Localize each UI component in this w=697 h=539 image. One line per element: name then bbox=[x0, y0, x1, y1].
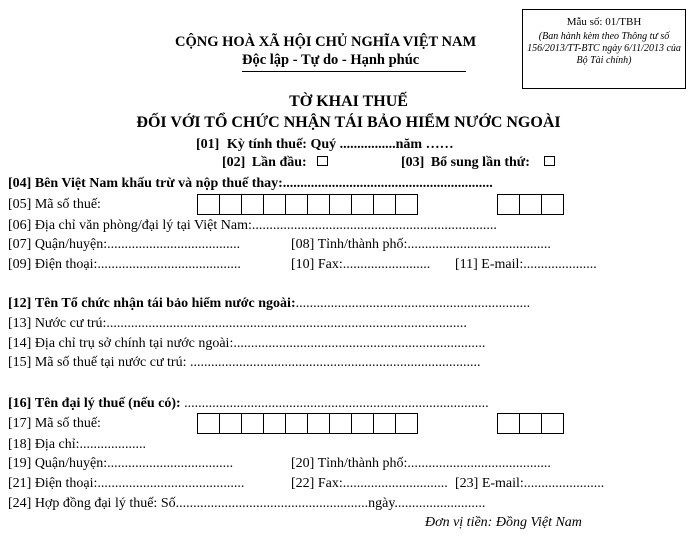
tax-digit-box[interactable] bbox=[241, 413, 264, 434]
tax-digit-box[interactable] bbox=[329, 413, 352, 434]
field-09-phone[interactable]: [09] Điện thoại:......................................... bbox=[8, 257, 241, 272]
first-submission-label: Lần đầu: bbox=[251, 155, 307, 170]
field-16-tax-agent[interactable] bbox=[8, 396, 489, 412]
tax-period bbox=[196, 137, 454, 153]
tax-digit-box[interactable] bbox=[285, 413, 308, 434]
field-24-agent-contract[interactable]: [24] Hợp đồng đại lý thuế: Số.......................................................ngày.......................... bbox=[8, 496, 486, 511]
field-12-dots: ................................................................... bbox=[295, 296, 531, 311]
branch-digit-box[interactable] bbox=[497, 413, 520, 434]
field-16-code: [16] bbox=[8, 396, 32, 411]
form-number: Mẫu số: 01/TBH bbox=[566, 16, 642, 28]
field-06-address[interactable]: [06] Địa chỉ văn phòng/đại lý tại Việt Nam:...................................................................... bbox=[8, 218, 497, 233]
tax-digit-box[interactable] bbox=[241, 194, 264, 215]
tax-digit-box[interactable] bbox=[307, 194, 330, 215]
field-17-tax-code-label: [17] Mã số thuế: bbox=[8, 416, 101, 431]
branch-digit-box[interactable] bbox=[519, 413, 542, 434]
form-subtitle: ĐỐI VỚI TỔ CHỨC NHẬN TÁI BẢO HIỂM NƯỚC NGOÀI bbox=[136, 114, 561, 131]
field-12-label: Tên Tổ chức nhận tái bảo hiểm nước ngoài: bbox=[34, 296, 296, 311]
field-12-code: [12] bbox=[8, 296, 32, 311]
field-16-dots: ....................................................................................... bbox=[180, 396, 489, 411]
first-submission bbox=[222, 155, 328, 171]
field-17-tax-code-boxes[interactable] bbox=[197, 413, 417, 434]
tax-digit-box[interactable] bbox=[395, 194, 418, 215]
form-issuance-note: (Ban hành kèm theo Thông tư số 156/2013/TT-BTC ngày 6/11/2013 của Bộ Tài chính) bbox=[527, 31, 681, 66]
supplementary-checkbox[interactable] bbox=[544, 156, 555, 166]
tax-digit-box[interactable] bbox=[219, 194, 242, 215]
tax-digit-box[interactable] bbox=[197, 413, 220, 434]
tax-digit-box[interactable] bbox=[307, 413, 330, 434]
field-05-tax-code-boxes[interactable] bbox=[197, 194, 417, 215]
tax-digit-box[interactable] bbox=[373, 194, 396, 215]
tax-digit-box[interactable] bbox=[351, 194, 374, 215]
motto: Độc lập - Tự do - Hạnh phúc bbox=[242, 52, 420, 68]
field-21-phone[interactable]: [21] Điện thoại:.......................................... bbox=[8, 476, 245, 491]
nation-heading: CỘNG HOÀ XÃ HỘI CHỦ NGHĨA VIỆT NAM bbox=[175, 34, 477, 50]
field-12-foreign-reinsurer[interactable] bbox=[8, 296, 530, 312]
tax-digit-box[interactable] bbox=[329, 194, 352, 215]
field-05-branch-code-boxes[interactable] bbox=[497, 194, 563, 215]
motto-underline bbox=[242, 71, 466, 72]
field-17-branch-code-boxes[interactable] bbox=[497, 413, 563, 434]
branch-digit-box[interactable] bbox=[541, 413, 564, 434]
tax-digit-box[interactable] bbox=[219, 413, 242, 434]
field-13-country[interactable]: [13] Nước cư trú:....................................................................................................... bbox=[8, 316, 467, 331]
field-18-address[interactable]: [18] Địa chỉ:................... bbox=[8, 437, 147, 452]
tax-period-label: Kỳ tính thuế: Quý ................năm …… bbox=[226, 137, 454, 152]
tax-digit-box[interactable] bbox=[351, 413, 374, 434]
field-22-fax[interactable]: [22] Fax:.............................. bbox=[291, 476, 448, 491]
form-title: TỜ KHAI THUẾ bbox=[289, 93, 408, 110]
field-10-fax[interactable]: [10] Fax:......................... bbox=[291, 257, 431, 272]
field-11-email[interactable]: [11] E-mail:..................... bbox=[455, 257, 597, 272]
branch-digit-box[interactable] bbox=[541, 194, 564, 215]
branch-digit-box[interactable] bbox=[519, 194, 542, 215]
field-16-label: Tên đại lý thuế (nếu có): bbox=[34, 396, 181, 411]
supplementary-code: [03] bbox=[401, 155, 425, 170]
first-submission-checkbox[interactable] bbox=[317, 156, 328, 166]
tax-digit-box[interactable] bbox=[395, 413, 418, 434]
tax-digit-box[interactable] bbox=[285, 194, 308, 215]
field-19-district[interactable]: [19] Quận/huyện:.................................... bbox=[8, 456, 234, 471]
tax-digit-box[interactable] bbox=[263, 413, 286, 434]
currency-unit: Đơn vị tiền: Đồng Việt Nam bbox=[425, 515, 582, 530]
form-number-box bbox=[522, 9, 686, 89]
tax-period-code: [01] bbox=[196, 137, 220, 152]
tax-digit-box[interactable] bbox=[373, 413, 396, 434]
supplementary-submission bbox=[401, 155, 555, 171]
field-04-withholder[interactable]: [04] Bên Việt Nam khấu trừ và nộp thuế thay:............................................................ bbox=[8, 176, 493, 191]
field-08-province[interactable]: [08] Tỉnh/thành phố:......................................... bbox=[291, 237, 551, 252]
supplementary-label: Bổ sung lần thứ: bbox=[430, 155, 530, 170]
first-submission-code: [02] bbox=[222, 155, 246, 170]
field-07-district[interactable]: [07] Quận/huyện:...................................... bbox=[8, 237, 241, 252]
tax-digit-box[interactable] bbox=[263, 194, 286, 215]
field-14-foreign-address[interactable]: [14] Địa chỉ trụ sở chính tại nước ngoài:........................................................................ bbox=[8, 336, 486, 351]
branch-digit-box[interactable] bbox=[497, 194, 520, 215]
tax-digit-box[interactable] bbox=[197, 194, 220, 215]
field-23-email[interactable]: [23] E-mail:....................... bbox=[455, 476, 605, 491]
field-15-foreign-tax-code[interactable]: [15] Mã số thuế tại nước cư trú: ................................................................................... bbox=[8, 355, 481, 370]
field-05-tax-code-label: [05] Mã số thuế: bbox=[8, 197, 101, 212]
field-20-province[interactable]: [20] Tỉnh/thành phố:......................................... bbox=[291, 456, 551, 471]
